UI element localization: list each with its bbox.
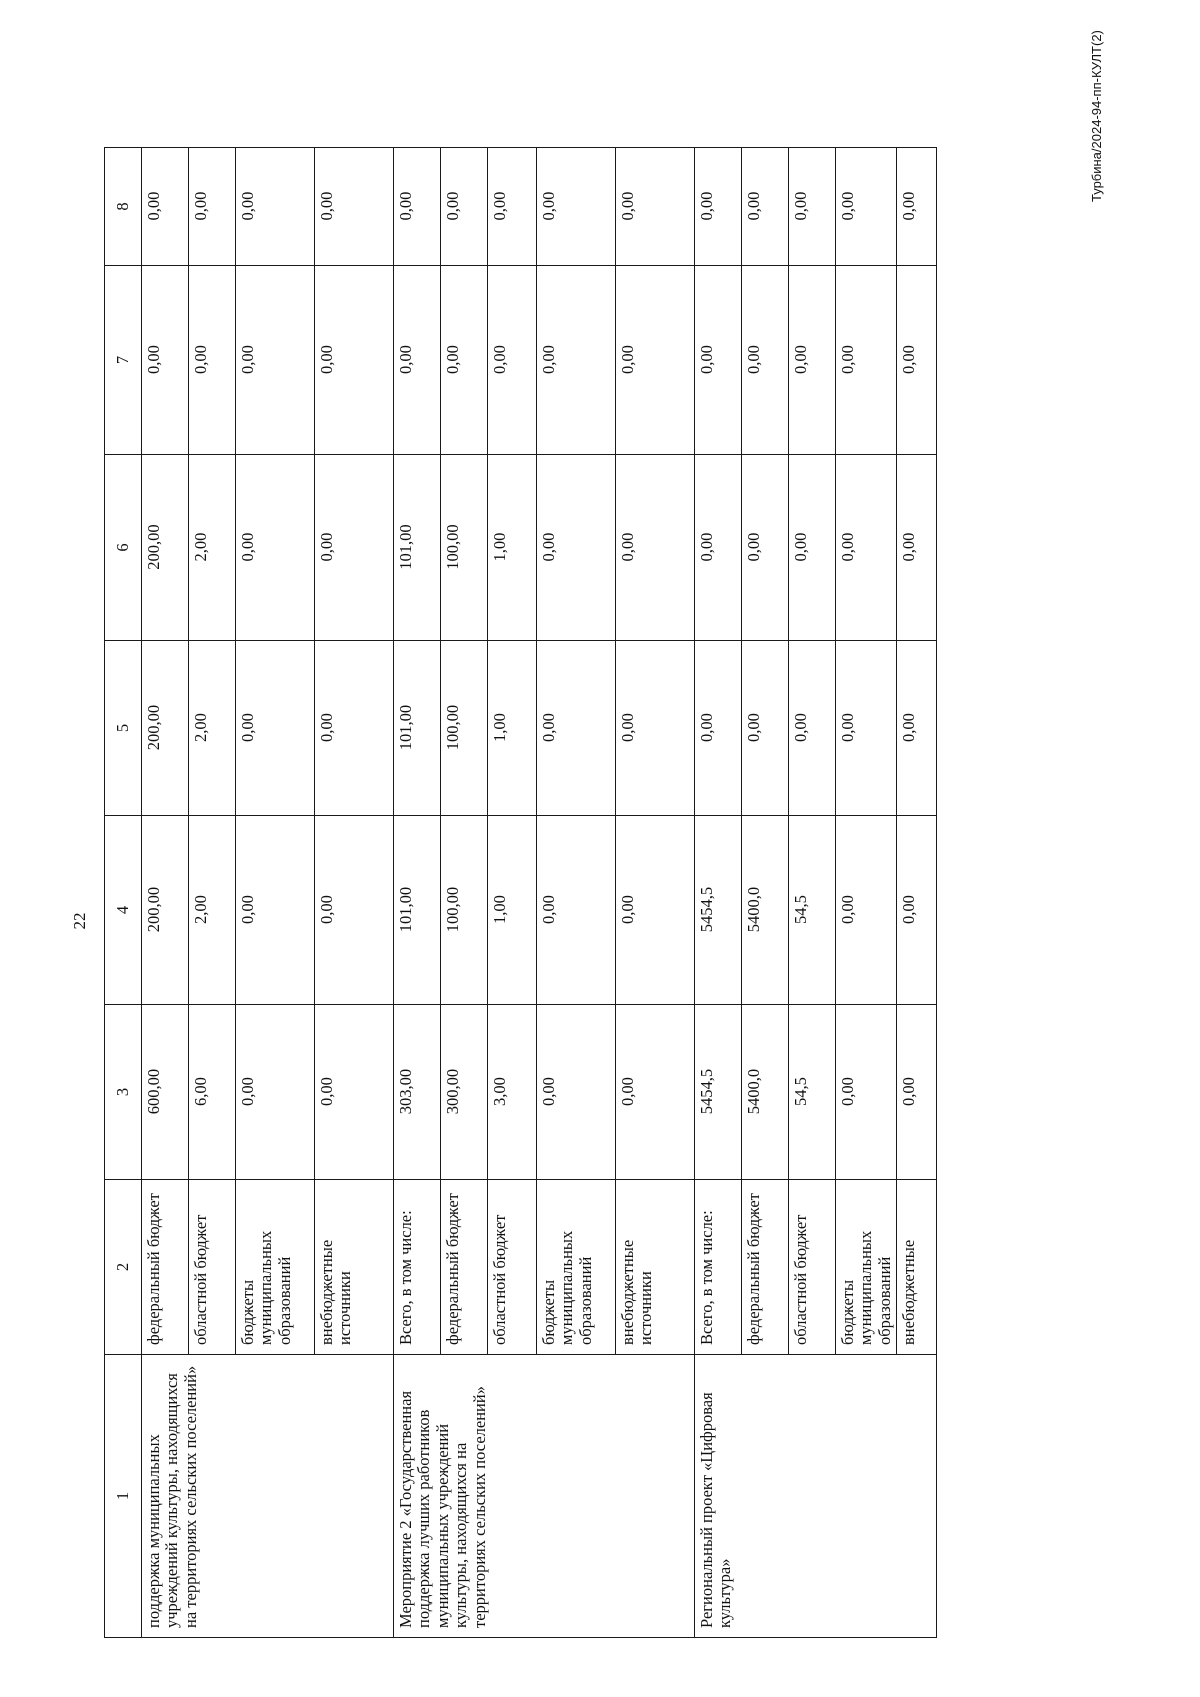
amount-cell: 0,00 xyxy=(315,641,394,816)
amount-cell: 0,00 xyxy=(488,266,537,455)
funding-source: областной бюджет xyxy=(488,1180,537,1355)
amount-cell: 0,00 xyxy=(394,266,441,455)
funding-source: областной бюджет xyxy=(189,1180,236,1355)
amount-cell: 0,00 xyxy=(236,266,315,455)
amount-cell: 101,00 xyxy=(394,816,441,1005)
amount-cell: 0,00 xyxy=(789,266,836,455)
amount-cell: 0,00 xyxy=(142,148,189,266)
amount-cell: 0,00 xyxy=(742,455,789,641)
column-header: 3 xyxy=(105,1005,142,1180)
budget-table xyxy=(104,147,937,1638)
amount-cell: 5454,5 xyxy=(695,816,742,1005)
amount-cell: 0,00 xyxy=(616,455,695,641)
amount-cell: 0,00 xyxy=(537,1005,616,1180)
amount-cell: 101,00 xyxy=(394,455,441,641)
amount-cell: 100,00 xyxy=(441,641,488,816)
column-header: 1 xyxy=(105,1355,142,1638)
amount-cell: 1,00 xyxy=(488,455,537,641)
funding-source: областной бюджет xyxy=(789,1180,836,1355)
amount-cell: 0,00 xyxy=(695,641,742,816)
rotated-page xyxy=(70,30,1104,1638)
funding-source: внебюджетные xyxy=(897,1180,937,1355)
amount-cell: 0,00 xyxy=(315,455,394,641)
amount-cell: 0,00 xyxy=(315,266,394,455)
amount-cell: 0,00 xyxy=(742,641,789,816)
amount-cell: 0,00 xyxy=(142,266,189,455)
amount-cell: 3,00 xyxy=(488,1005,537,1180)
amount-cell: 0,00 xyxy=(315,816,394,1005)
funding-source: бюджеты муниципальных образований xyxy=(236,1180,315,1355)
amount-cell: 0,00 xyxy=(537,455,616,641)
amount-cell: 54,5 xyxy=(789,816,836,1005)
amount-cell: 0,00 xyxy=(315,1005,394,1180)
amount-cell: 0,00 xyxy=(236,1005,315,1180)
amount-cell: 0,00 xyxy=(695,266,742,455)
amount-cell: 0,00 xyxy=(394,148,441,266)
column-header: 4 xyxy=(105,816,142,1005)
table-row xyxy=(142,148,189,1638)
amount-cell: 0,00 xyxy=(695,455,742,641)
amount-cell: 0,00 xyxy=(315,148,394,266)
funding-source: внебюджетные источники xyxy=(315,1180,394,1355)
amount-cell: 0,00 xyxy=(236,148,315,266)
funding-source: бюджеты муниципальных образований xyxy=(836,1180,897,1355)
amount-cell: 0,00 xyxy=(742,266,789,455)
amount-cell: 0,00 xyxy=(897,266,937,455)
column-header: 2 xyxy=(105,1180,142,1355)
column-header: 7 xyxy=(105,266,142,455)
header-row xyxy=(105,148,142,1638)
amount-cell: 2,00 xyxy=(189,641,236,816)
amount-cell: 0,00 xyxy=(189,266,236,455)
amount-cell: 0,00 xyxy=(836,816,897,1005)
amount-cell: 0,00 xyxy=(836,641,897,816)
amount-cell: 54,5 xyxy=(789,1005,836,1180)
funding-source: внебюджетные источники xyxy=(616,1180,695,1355)
amount-cell: 0,00 xyxy=(189,148,236,266)
funding-source: Всего, в том числе: xyxy=(394,1180,441,1355)
column-header: 8 xyxy=(105,148,142,266)
funding-source: федеральный бюджет xyxy=(742,1180,789,1355)
amount-cell: 0,00 xyxy=(789,641,836,816)
amount-cell: 2,00 xyxy=(189,816,236,1005)
amount-cell: 0,00 xyxy=(789,148,836,266)
amount-cell: 0,00 xyxy=(836,1005,897,1180)
amount-cell: 0,00 xyxy=(616,816,695,1005)
amount-cell: 0,00 xyxy=(616,1005,695,1180)
amount-cell: 0,00 xyxy=(616,266,695,455)
amount-cell: 2,00 xyxy=(189,455,236,641)
amount-cell: 5400,0 xyxy=(742,816,789,1005)
amount-cell: 0,00 xyxy=(537,816,616,1005)
amount-cell: 0,00 xyxy=(897,148,937,266)
amount-cell: 0,00 xyxy=(537,266,616,455)
amount-cell: 0,00 xyxy=(441,266,488,455)
amount-cell: 5454,5 xyxy=(695,1005,742,1180)
amount-cell: 0,00 xyxy=(897,641,937,816)
amount-cell: 200,00 xyxy=(142,641,189,816)
amount-cell: 0,00 xyxy=(836,455,897,641)
amount-cell: 0,00 xyxy=(742,148,789,266)
amount-cell: 0,00 xyxy=(236,641,315,816)
amount-cell: 0,00 xyxy=(789,455,836,641)
amount-cell: 0,00 xyxy=(488,148,537,266)
amount-cell: 100,00 xyxy=(441,455,488,641)
amount-cell: 0,00 xyxy=(616,148,695,266)
amount-cell: 200,00 xyxy=(142,455,189,641)
activity-title: Региональный проект «Цифровая культура» xyxy=(695,1355,937,1638)
amount-cell: 0,00 xyxy=(236,455,315,641)
document-id: Турбина/2024-94-пп-КУЛТ(2) xyxy=(1089,30,1104,202)
table-row xyxy=(394,148,441,1638)
amount-cell: 0,00 xyxy=(897,455,937,641)
amount-cell: 0,00 xyxy=(537,148,616,266)
page-number: 22 xyxy=(70,912,89,930)
column-header: 5 xyxy=(105,641,142,816)
amount-cell: 0,00 xyxy=(616,641,695,816)
amount-cell: 0,00 xyxy=(836,266,897,455)
activity-title: Мероприятие 2 «Государственная поддержка лучших работников муниципальных учреждений культуры, находящихся на территориях сельских поселений» xyxy=(394,1355,695,1638)
amount-cell: 200,00 xyxy=(142,816,189,1005)
amount-cell: 0,00 xyxy=(695,148,742,266)
amount-cell: 101,00 xyxy=(394,641,441,816)
amount-cell: 0,00 xyxy=(897,1005,937,1180)
amount-cell: 303,00 xyxy=(394,1005,441,1180)
amount-cell: 1,00 xyxy=(488,816,537,1005)
amount-cell: 300,00 xyxy=(441,1005,488,1180)
table-row xyxy=(695,148,742,1638)
column-header: 6 xyxy=(105,455,142,641)
amount-cell: 600,00 xyxy=(142,1005,189,1180)
funding-source: федеральный бюджет xyxy=(441,1180,488,1355)
amount-cell: 0,00 xyxy=(836,148,897,266)
amount-cell: 0,00 xyxy=(441,148,488,266)
amount-cell: 0,00 xyxy=(897,816,937,1005)
amount-cell: 5400,0 xyxy=(742,1005,789,1180)
amount-cell: 100,00 xyxy=(441,816,488,1005)
funding-source: бюджеты муниципальных образований xyxy=(537,1180,616,1355)
funding-source: Всего, в том числе: xyxy=(695,1180,742,1355)
amount-cell: 6,00 xyxy=(189,1005,236,1180)
activity-title: поддержка муниципальных учреждений культуры, находящихся на территориях сельских поселений» xyxy=(142,1355,394,1638)
amount-cell: 0,00 xyxy=(537,641,616,816)
amount-cell: 1,00 xyxy=(488,641,537,816)
amount-cell: 0,00 xyxy=(236,816,315,1005)
funding-source: федеральный бюджет xyxy=(142,1180,189,1355)
